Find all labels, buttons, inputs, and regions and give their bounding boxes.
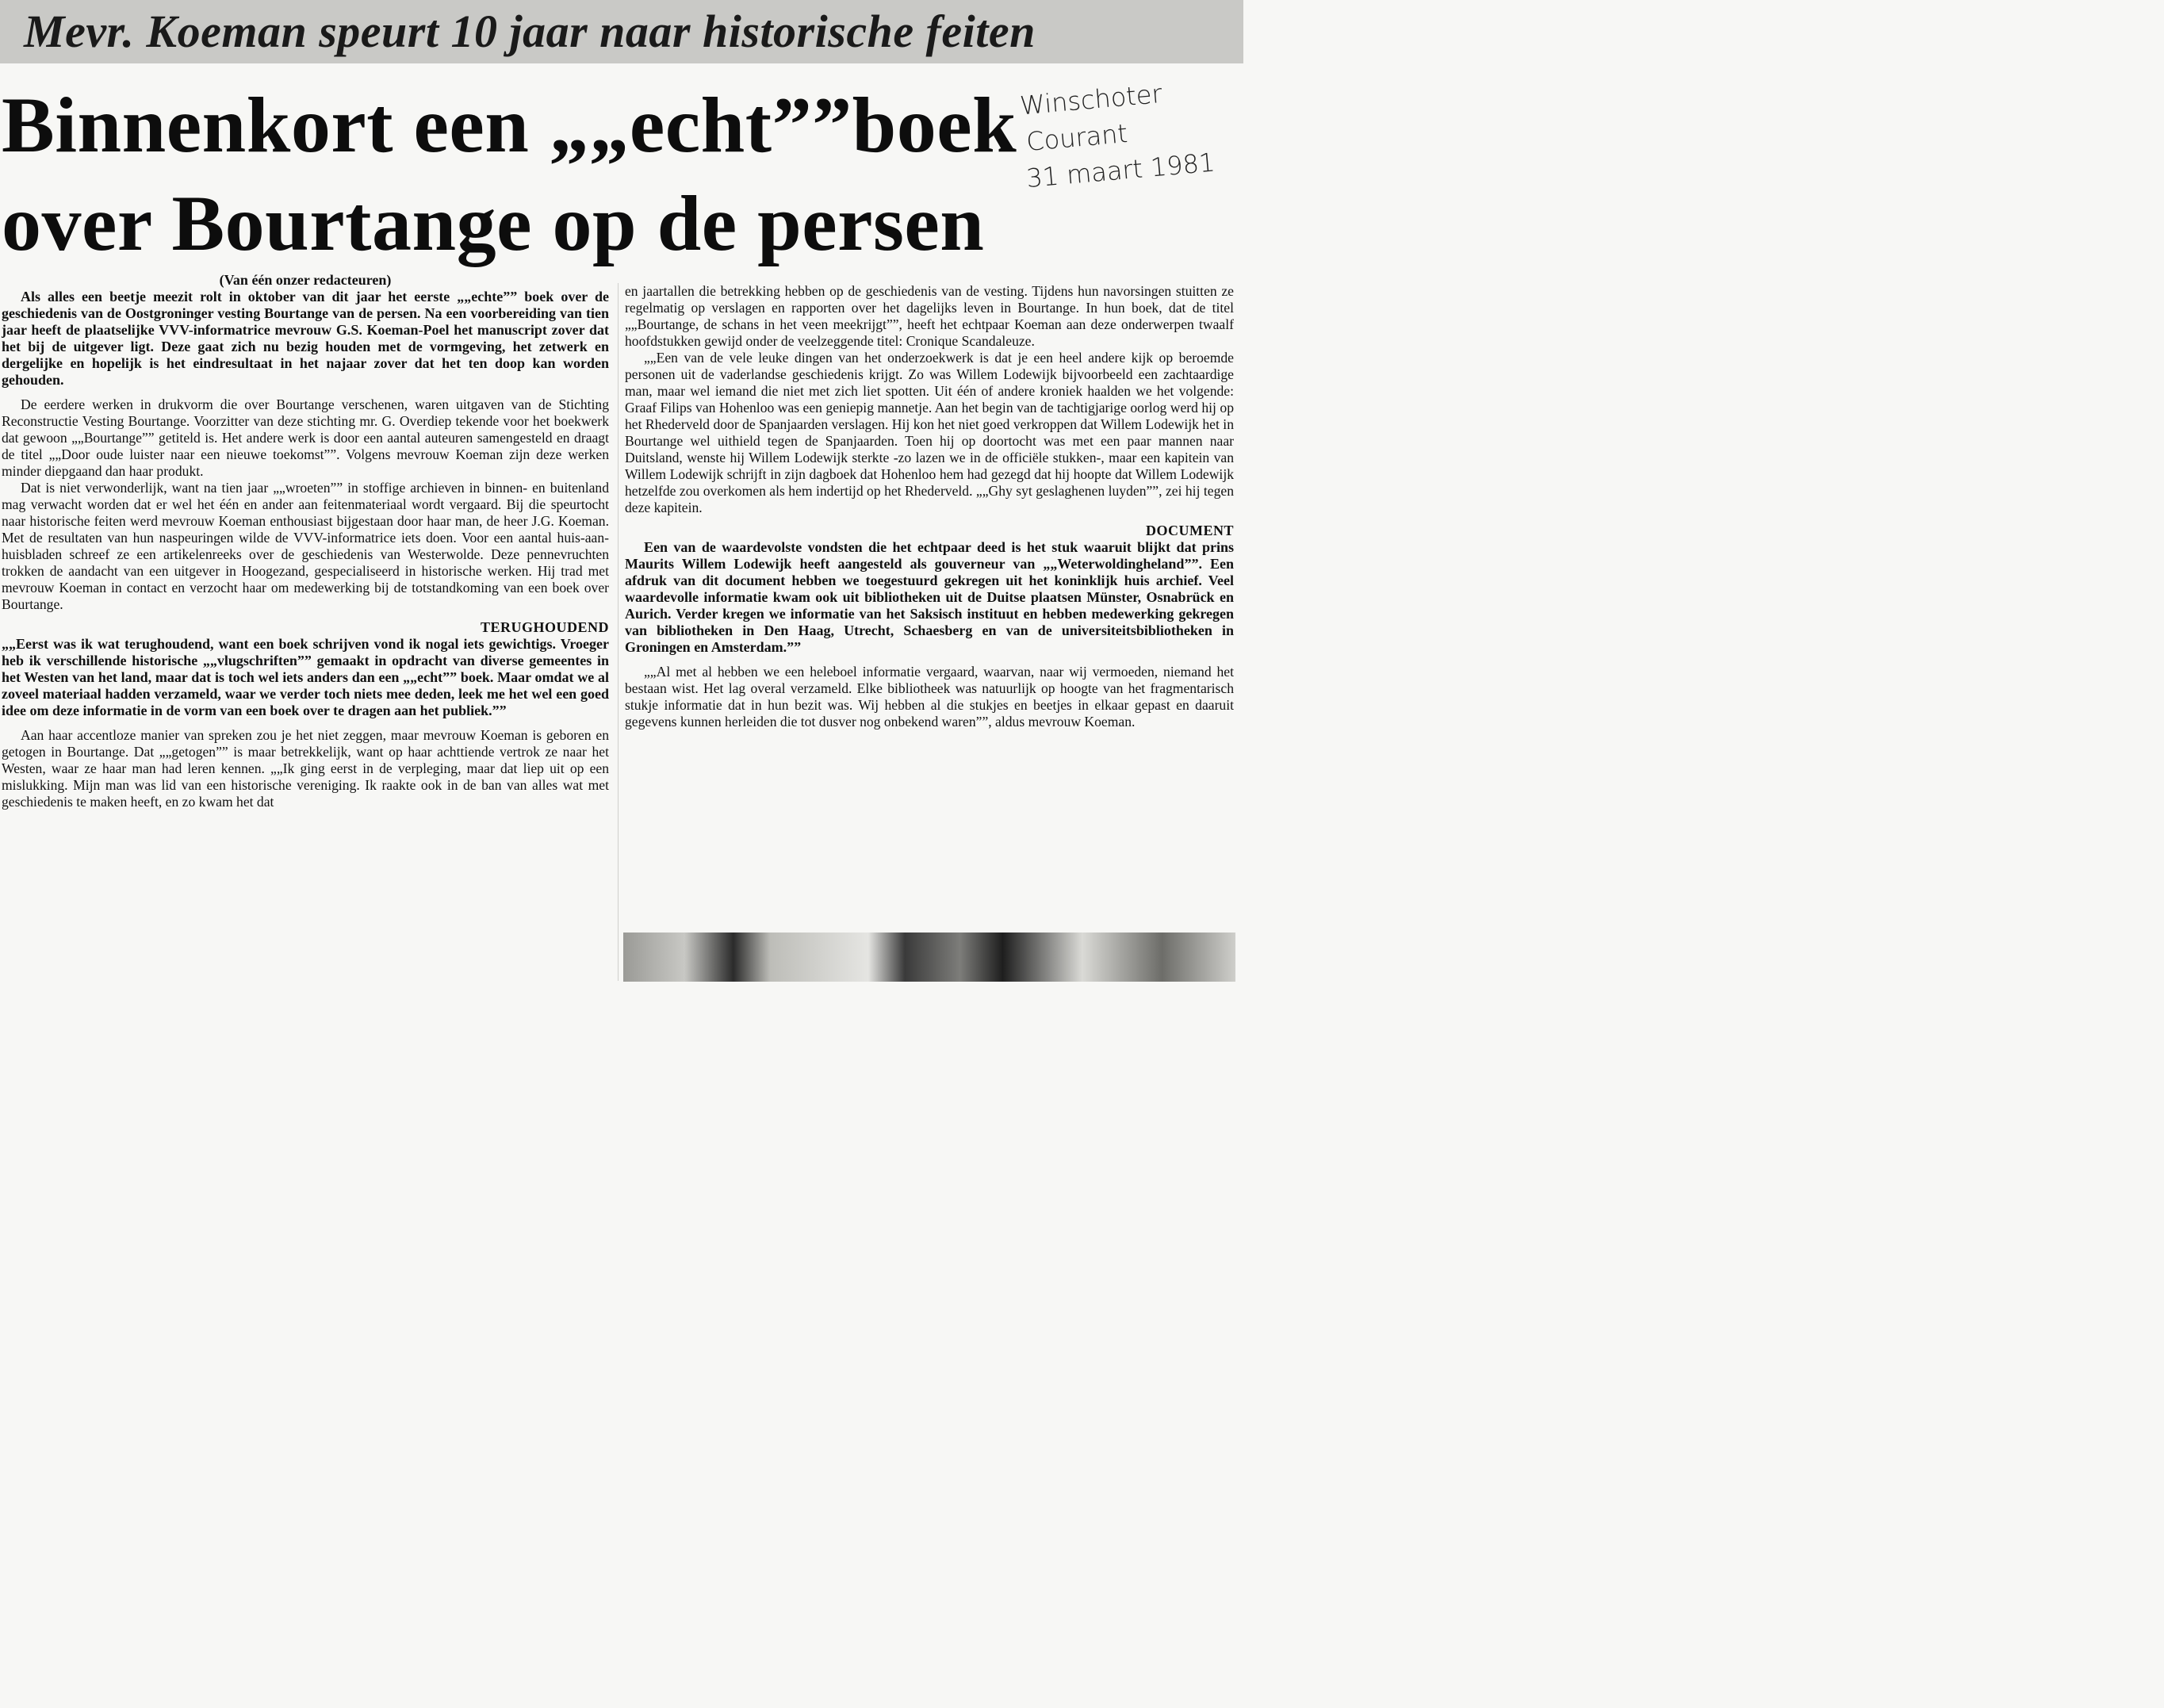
handwritten-note-line-1: Winschoter <box>1018 78 1164 121</box>
handwritten-source-note <box>1018 71 1216 197</box>
headline-line-2: over Bourtange op de persen <box>2 179 985 267</box>
column-divider <box>618 283 619 981</box>
lead-paragraph: Als alles een beetje meezit rolt in oktober van dit jaar het eerste „„echte”” boek over de geschiedenis van de Oostgroninger vesting Bourtange van de persen. Na een voorbereiding van tien jaar heeft de plaatselijke VVV-informatrice mevrouw G.S. Koeman-Poel het manuscript zover dat het bij de uitgever ligt. Deze gaat zich nu bezig houden met de vormgeving, het zetwerk en dergelijke en hopelijk is het eindresultaat in het najaar zover dat het ten doop kan worden gehouden. <box>2 289 609 388</box>
headline-line-1: Binnenkort een „„echt””boek <box>2 81 1017 169</box>
photo-fragment <box>623 933 1235 982</box>
body-paragraph: en jaartallen die betrekking hebben op de geschiedenis van de vesting. Tijdens hun navorsingen stuitten ze regelmatig op verslagen en rapporten over het dagelijks leven in Bourtange. In hun boek, dat de titel „„Bourtange, de schans in het veen meekrijgt””, heeft het echtpaar Koeman aan deze onderwerpen twaalf hoofdstukken gewijd onder de veelzeggende titel: Cronique Scandaleuze. <box>625 283 1234 349</box>
kicker-banner <box>0 0 1243 63</box>
subheading-document: DOCUMENT <box>1146 523 1234 538</box>
left-column <box>2 272 609 810</box>
body-paragraph: Aan haar accentloze manier van spreken zou je het niet zeggen, maar mevrouw Koeman is geboren en getogen in Bourtange. Dat „„getogen”” is maar betrekkelijk, want op haar achttiende vertrok ze naar het Westen, waar ze haar man had leren kennen. „„Ik ging eerst in de verpleging, maar dat liep uit op een mislukking. Mijn man was lid van een historische vereniging. Ik raakte ook in de ban van alles wat met geschiedenis te maken heeft, en zo kwam het dat <box>2 727 609 810</box>
body-paragraph: De eerdere werken in drukvorm die over Bourtange verschenen, waren uitgaven van de Stichting Reconstructie Vesting Bourtange. Voorzitter van deze stichting mr. G. Overdiep tekende voor het boekwerk dat gewoon „„Bourtange”” getiteld is. Het andere werk is door een aantal auteuren samengesteld en draagt de titel „„Door oude luister naar een nieuwe toekomst””. Volgens mevrouw Koeman zijn deze werken minder diepgaand dan haar produkt. <box>2 396 609 479</box>
body-paragraph: „„Een van de vele leuke dingen van het onderzoekwerk is dat je een heel andere kijk op beroemde personen uit de vaderlandse geschiedenis krijgt. Zo was Willem Lodewijk bijvoorbeeld een zachtaardige man, maar wel iemand die niet met zich liet spotten. Uit één of andere kroniek haalden we het volgende: Graaf Filips van Hohenloo was een geniepig mannetje. Aan het begin van de tachtigjarige oorlog werd hij op het Rhederveld door de Spanjaarden verslagen. Hij kon het niet goed verkroppen dat Willem Lodewijk het in Bourtange wel uithield tegen de Spanjaarden. Toen hij op doortocht was met een paar mannen naar Duitsland, wenste hij Willem Lodewijk sterkte -zo lazen we in de officiële stukken-, maar een kapitein van Willem Lodewijk schrijft in zijn dagboek dat Hohenloo hem had gezegd dat hij hoopte dat Willem Lodewijk hetzelfde zou overkomen als hem indertijd op het Rhederveld. „„Ghy syt geslaghenen luyden””, zei hij tegen deze kapitein. <box>625 350 1234 515</box>
quote-paragraph: „„Eerst was ik wat terughoudend, want een boek schrijven vond ik nogal iets gewichtigs. Vroeger heb ik verschillende historische „„vlugschriften”” gemaakt in opdracht van diverse gemeentes in het Westen van het land, maar dat is toch wel iets anders dan een „„echt”” boek. Maar omdat we al zoveel materiaal hadden verzameld, waar we verder toch niets mee deden, leek me het wel een goed idee om deze informatie in de vorm van een boek over te dragen aan het publiek.”” <box>2 636 609 718</box>
byline: (Van één onzer redacteuren) <box>219 272 392 288</box>
body-paragraph: „„Al met al hebben we een heleboel informatie vergaard, waarvan, naar wij vermoeden, niemand het bestaan wist. Het lag overal verzameld. Elke bibliotheek was natuurlijk op hoogte van het fragmentarisch stukje informatie dat in hun bezit was. Wij hebben al die stukjes en beetjes in elkaar gepast en daaruit gegevens kunnen herleiden die tot dusver nog onbekend waren””, aldus mevrouw Koeman. <box>625 664 1234 730</box>
handwritten-note-line-2: Courant <box>1025 117 1129 157</box>
body-paragraph: Dat is niet verwonderlijk, want na tien jaar „„wroeten”” in stoffige archieven in binnen- en buitenland mag verwacht worden dat er wel het één en ander aan feitenmateriaal wordt vergaard. Bij die speurtocht naar historische feiten werd mevrouw Koeman enthousiast bijgestaan door haar man, de heer J.G. Koeman. Met de resultaten van hun naspeuringen wilde de VVV-informatrice iets doen. Voor een aantal huis-aan-huisbladen schreef ze een artikelenreeks over de geschiedenis van Westerwolde. Deze pennevruchten trokken de aandacht van een uitgever in Hoogezand, gespecialiseerd in historische werken. Hij trad met mevrouw Koeman in contact en verzocht haar om medewerking bij de totstandkoming van een boek over Bourtange. <box>2 480 609 612</box>
kicker-title: Mevr. Koeman speurt 10 jaar naar historische feiten <box>24 6 1036 57</box>
handwritten-note-line-3: 31 maart 1981 <box>1025 147 1216 194</box>
subheading-terughoudend: TERUGHOUDEND <box>480 619 609 635</box>
right-column <box>625 283 1234 730</box>
quote-paragraph: Een van de waardevolste vondsten die het echtpaar deed is het stuk waaruit blijkt dat prins Maurits Willem Lodewijk heeft aangesteld als gouverneur van „„Weterwoldingheland””. Een afdruk van dit document hebben we toegestuurd gekregen uit het koninklijk huis archief. Veel waardevolle informatie kwam ook uit bibliotheken uit de Duitse plaatsen Münster, Osnabrück en Aurich. Verder kregen we informatie van het Saksisch instituut en hebben medewerking gekregen van bibliotheken in Den Haag, Utrecht, Schaesberg en van de universiteitsbibliotheken in Groningen en Amsterdam.”” <box>625 539 1234 655</box>
headline <box>2 76 1017 273</box>
